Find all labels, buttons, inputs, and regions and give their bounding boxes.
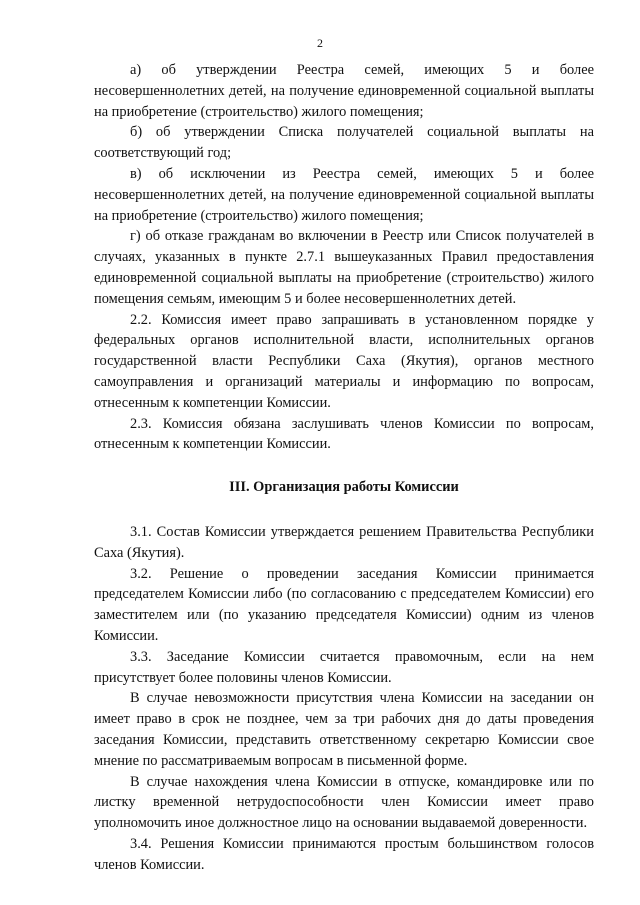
page-number: 2 (317, 36, 323, 50)
spacer (94, 455, 594, 477)
item-v: в) об исключении из Реестра семей, имеющих 5 и более несовершеннолетних детей, на получение единовременной социальной выплаты на приобретение (строительство) жилого помещения; (94, 165, 594, 224)
document-body (94, 60, 594, 875)
paragraph-3-4: 3.4. Решения Комиссии принимаются простым большинством голосов членов Комиссии. (94, 835, 594, 873)
section-heading: III. Организация работы Комиссии (229, 479, 459, 496)
paragraph-2-2: 2.2. Комиссия имеет право запрашивать в установленном порядке у федеральных органов исполнительной власти, исполнительных органов государственной власти Республики Саха (Якутия), органов местного самоуправления и организаций материалы и информацию по вопросам, отнесенным к компетенции Комиссии. (94, 311, 594, 411)
item-g: г) об отказе гражданам во включении в Реестр или Список получателей в случаях, указанных в пункте 2.7.1 вышеуказанных Правил предоставления единовременной социальной выплаты на приобретение (строительство) жилого помещения семьям, имеющим 5 и более несовершеннолетних детей. (94, 228, 594, 307)
spacer (94, 498, 594, 522)
item-a: а) об утверждении Реестра семей, имеющих 5 и более несовершеннолетних детей, на получение единовременной социальной выплаты на приобретение (строительство) жилого помещения; (94, 62, 594, 120)
item-b: б) об утверждении Списка получателей социальной выплаты на соответствующий год; (94, 124, 594, 162)
paragraph-3-1: 3.1. Состав Комиссии утверждается решением Правительства Республики Саха (Якутия). (94, 523, 594, 561)
paragraph-3-3-absence: В случае невозможности присутствия члена Комиссии на заседании он имеет право в срок не позднее, чем за три рабочих дня до даты проведения заседания Комиссии, представить ответственному секретарю Комиссии свое мнение по рассматриваемым вопросам в письменной форме. (94, 690, 594, 769)
paragraph-2-3: 2.3. Комиссия обязана заслушивать членов Комиссии по вопросам, отнесенным к компетенции Комиссии. (94, 415, 594, 453)
paragraph-3-3: 3.3. Заседание Комиссии считается правомочным, если на нем присутствует более половины членов Комиссии. (94, 648, 594, 686)
paragraph-3-3-vacation: В случае нахождения члена Комиссии в отпуске, командировке или по листку временной нетрудоспособности член Комиссии имеет право уполномочить иное должностное лицо на основании выдаваемой доверенности. (94, 773, 594, 832)
paragraph-3-2: 3.2. Решение о проведении заседания Комиссии принимается председателем Комиссии либо (по согласованию с председателем Комиссии) его заместителем или (по указанию председателя Комиссии) одним из членов Комиссии. (94, 565, 594, 644)
